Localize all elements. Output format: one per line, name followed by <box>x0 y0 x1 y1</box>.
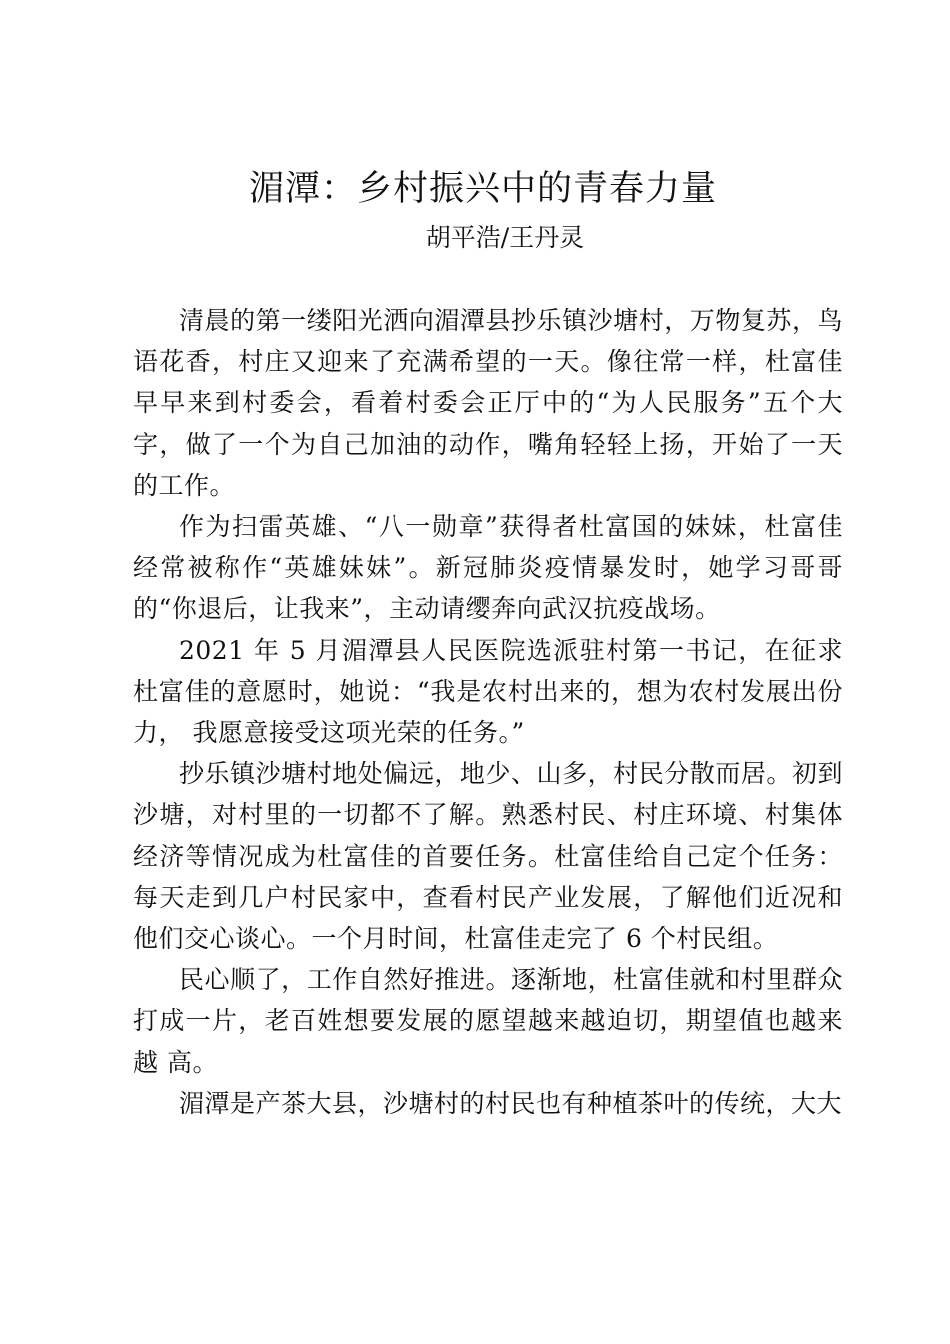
paragraph-1: 清晨的第一缕阳光洒向湄潭县抄乐镇沙塘村，万物复苏，鸟语花香，村庄又迎来了充满希望的一天。像往常一样，杜富佳早早来到村委会，看着村委会正厅中的“为人民服务”五个大字，做了一个为自己加油的动作，嘴角轻轻上扬，开始了一天的工作。 <box>133 306 843 500</box>
paragraph-2: 作为扫雷英雄、“八一勋章”获得者杜富国的妹妹，杜富佳经常被称作“英雄妹妹”。新冠肺炎疫情暴发时，她学习哥哥的“你退后，让我来”，主动请缨奔向武汉抗疫战场。 <box>133 512 843 624</box>
paragraph-6: 湄潭是产茶大县，沙塘村的村民也有种植茶叶的传统，大大 <box>179 1088 843 1118</box>
article-body <box>133 300 843 1124</box>
paragraph-4: 抄乐镇沙塘村地处偏远，地少、山多，村民分散而居。初到沙塘，对村里的一切都不了解。熟悉村民、村庄环境、村集体经济等情况成为杜富佳的首要任务。杜富佳给自己定个任务：每天走到几户村民家中，查看村民产业发展，了解他们近况和他们交心谈心。一个月时间，杜富佳走完了 6 个村民组。 <box>133 759 843 954</box>
article-title: 湄潭：乡村振兴中的青春力量 <box>248 169 717 209</box>
paragraph-5: 民心顺了，工作自然好推进。逐渐地，杜富佳就和村里群众打成一片，老百姓想要发展的愿望越来越迫切，期望值也越来越 高。 <box>133 965 843 1077</box>
paragraph-3: 2021 年 5 月湄潭县人民医院选派驻村第一书记，在征求杜富佳的意愿时，她说：“我是农村出来的，想为农村发展出份力， 我愿意接受这项光荣的任务。” <box>133 635 843 748</box>
article-authors: 胡平浩/王丹灵 <box>425 223 585 252</box>
